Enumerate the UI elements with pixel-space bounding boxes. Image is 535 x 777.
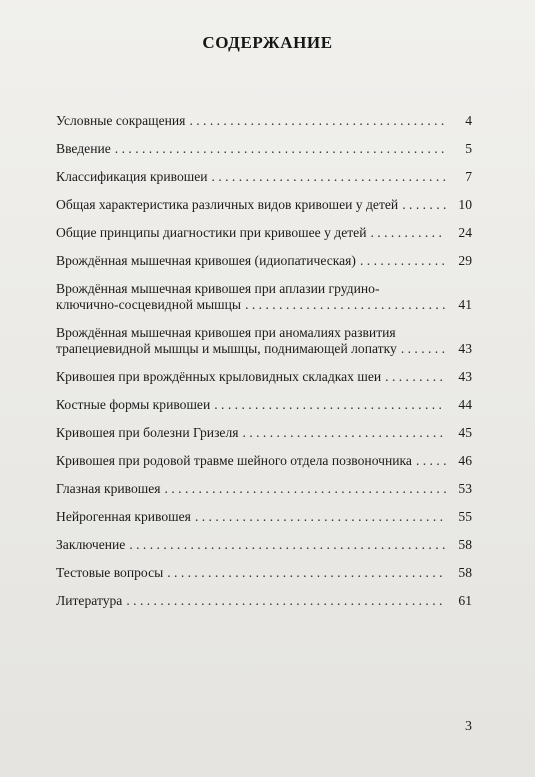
toc-entry-page: 41 (458, 297, 472, 312)
toc-entry-page: 43 (458, 341, 472, 356)
toc-entry-page: 61 (458, 593, 472, 608)
table-of-contents (56, 113, 472, 609)
toc-leader-dots (371, 225, 447, 241)
toc-entry-page: 10 (458, 197, 472, 212)
toc-entry-title: Кривошея при болезни Гризеля (56, 425, 239, 440)
toc-entry-title: Общая характеристика различных видов кривошеи у детей (56, 197, 399, 212)
page-title: СОДЕРЖАНИЕ (202, 33, 333, 52)
toc-leader-dots (167, 565, 446, 581)
toc-entry-title: Врождённая мышечная кривошея (идиопатическая) (56, 253, 356, 268)
toc-leader-dots (360, 253, 446, 269)
toc-entry-page: 29 (458, 253, 472, 268)
toc-entry-page: 5 (465, 141, 472, 156)
toc-entry-title: Классификация кривошеи (56, 169, 208, 184)
toc-entry-page: 58 (458, 565, 472, 580)
toc-entry-title: Заключение (56, 537, 126, 552)
toc-entry-title: Кривошея при врождённых крыловидных складках шеи (56, 369, 382, 384)
toc-entry (56, 481, 472, 497)
toc-entry-title: Литература (56, 593, 123, 608)
toc-leader-dots (126, 593, 446, 609)
toc-leader-dots (129, 537, 446, 553)
toc-entry (56, 397, 472, 413)
toc-entry-page: 53 (458, 481, 472, 496)
toc-entry-title: Условные сокращения (56, 113, 186, 128)
toc-entry (56, 225, 472, 241)
toc-leader-dots (165, 481, 446, 497)
toc-leader-dots (195, 509, 446, 525)
toc-entry-title: Костные формы кривошеи (56, 397, 211, 412)
toc-entry (56, 369, 472, 385)
toc-entry-title: ключично-сосцевидной мышцы (56, 297, 242, 312)
toc-entry (56, 425, 472, 441)
toc-entry (56, 453, 472, 469)
toc-leader-dots (243, 425, 446, 441)
toc-entry-page: 4 (465, 113, 472, 128)
toc-entry (56, 593, 472, 609)
toc-entry-page: 44 (458, 397, 472, 412)
toc-entry (56, 325, 472, 357)
toc-entry-title: Общие принципы диагностики при кривошее у детей (56, 225, 367, 240)
toc-entry-title-line1: Врождённая мышечная кривошея при аплазии грудино- (56, 281, 380, 296)
toc-entry (56, 537, 472, 553)
toc-leader-dots (212, 169, 446, 185)
toc-entry-title: Введение (56, 141, 111, 156)
toc-entry (56, 281, 472, 313)
toc-leader-dots (385, 369, 446, 385)
toc-entry-page: 43 (458, 369, 472, 384)
toc-entry (56, 509, 472, 525)
toc-entry-page: 58 (458, 537, 472, 552)
toc-entry (56, 169, 472, 185)
toc-leader-dots (402, 197, 446, 213)
toc-entry-title: трапециевидной мышцы и мышцы, поднимающей лопатку (56, 341, 397, 356)
toc-leader-dots (416, 453, 446, 469)
toc-leader-dots (115, 141, 446, 157)
toc-leader-dots (245, 297, 446, 313)
toc-entry-page: 24 (458, 225, 472, 240)
toc-entry-title: Кривошея при родовой травме шейного отдела позвоночника (56, 453, 412, 468)
toc-entry-page: 7 (465, 169, 472, 184)
toc-entry-title-line1: Врождённая мышечная кривошея при аномалиях развития (56, 325, 396, 340)
toc-entry (56, 253, 472, 269)
toc-entry-title: Нейрогенная кривошея (56, 509, 191, 524)
toc-leader-dots (189, 113, 446, 129)
toc-entry (56, 197, 472, 213)
toc-entry (56, 113, 472, 129)
toc-entry-title: Глазная кривошея (56, 481, 161, 496)
toc-entry-page: 55 (458, 509, 472, 524)
toc-entry-page: 46 (458, 453, 472, 468)
page-number: 3 (465, 719, 472, 734)
toc-leader-dots (214, 397, 446, 413)
toc-leader-dots (401, 341, 446, 357)
toc-entry (56, 565, 472, 581)
toc-entry-title: Тестовые вопросы (56, 565, 164, 580)
toc-entry (56, 141, 472, 157)
toc-entry-page: 45 (458, 425, 472, 440)
